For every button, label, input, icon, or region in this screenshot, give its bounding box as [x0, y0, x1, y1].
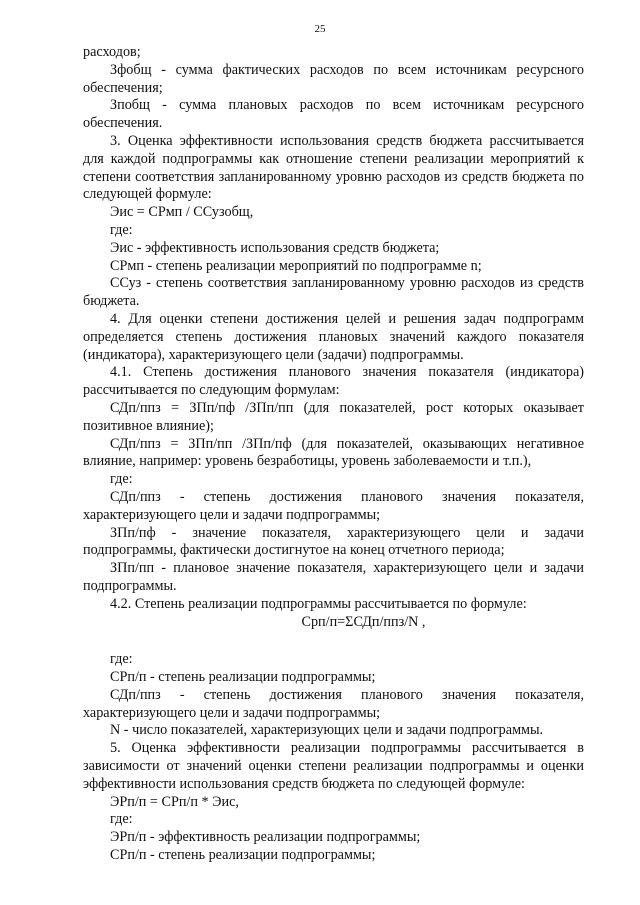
- formula: СДп/ппз = ЗПп/пф /ЗПп/пп (для показателей, рост которых оказывает позитивное влияние);: [83, 399, 584, 434]
- paragraph: Эис - эффективность использования средств бюджета;: [110, 239, 440, 256]
- paragraph: ССуз - степень соответствия запланированному уровню расходов из средств бюджета.: [83, 275, 584, 310]
- formula: Срп/п=ΣСДп/ппз/N ,: [301, 613, 426, 630]
- paragraph: Зфобщ - сумма фактических расходов по всем источникам ресурсного обеспечения;: [83, 61, 584, 96]
- paragraph: ЗПп/пф - значение показателя, характеризующего цели и задачи подпрограммы, фактически достигнутое на конец отчетного периода;: [83, 524, 584, 559]
- paragraph: N - число показателей, характеризующих цели и задачи подпрограммы.: [110, 722, 544, 739]
- formula: Эис = СРмп / ССузобщ,: [110, 204, 254, 221]
- formula: ЭРп/п = СРп/п * Эис,: [110, 793, 239, 810]
- paragraph: 4.2. Степень реализации подпрограммы рассчитывается по формуле:: [110, 595, 527, 612]
- paragraph: где:: [110, 651, 133, 668]
- spacer: [83, 631, 584, 651]
- document-body: [83, 44, 584, 865]
- paragraph: 4. Для оценки степени достижения целей и решения задач подпрограмм определяется степень достижения плановых значений каждого показателя (индикатора), характеризующего цели (задачи) подпрограммы.: [83, 310, 584, 363]
- paragraph: СРмп - степень реализации мероприятий по подпрограмме n;: [110, 257, 482, 274]
- paragraph: 3. Оценка эффективности использования средств бюджета рассчитывается для каждой подпрограммы как отношение степени реализации мероприятий к степени соответствия запланированному уровню расходов из средств бюджета по следующей формуле:: [83, 132, 584, 203]
- paragraph: ЗПп/пп - плановое значение показателя, характеризующего цели и задачи подпрограммы.: [83, 560, 584, 594]
- formula: СДп/ппз = ЗПп/пп /ЗПп/пф (для показателей, оказывающих негативное влияние, например: уровень безработицы, уровень заболеваемости и т.п.),: [83, 435, 584, 470]
- paragraph: СДп/ппз - степень достижения планового значения показателя, характеризующего цели и задачи подпрограммы;: [83, 488, 584, 523]
- paragraph: СДп/ппз - степень достижения планового значения показателя, характеризующего цели и задачи подпрограммы;: [83, 686, 584, 721]
- paragraph: ЭРп/п - эффективность реализации подпрограммы;: [110, 829, 421, 846]
- paragraph: 4.1. Степень достижения планового значения показателя (индикатора) рассчитывается по следующим формулам:: [83, 364, 584, 399]
- paragraph: СРп/п - степень реализации подпрограммы;: [110, 847, 376, 864]
- page-number: 25: [314, 23, 326, 35]
- paragraph: СРп/п - степень реализации подпрограммы;: [110, 669, 376, 686]
- paragraph: где:: [110, 471, 133, 488]
- paragraph: где:: [110, 811, 133, 828]
- paragraph: расходов;: [83, 44, 141, 60]
- paragraph: где:: [110, 221, 133, 238]
- paragraph: Зпобщ - сумма плановых расходов по всем источникам ресурсного обеспечения.: [83, 97, 584, 132]
- paragraph: 5. Оценка эффективности реализации подпрограммы рассчитывается в зависимости от значений оценки степени реализации подпрограммы и оценки эффективности использования средств бюджета по следующей формуле:: [83, 740, 584, 792]
